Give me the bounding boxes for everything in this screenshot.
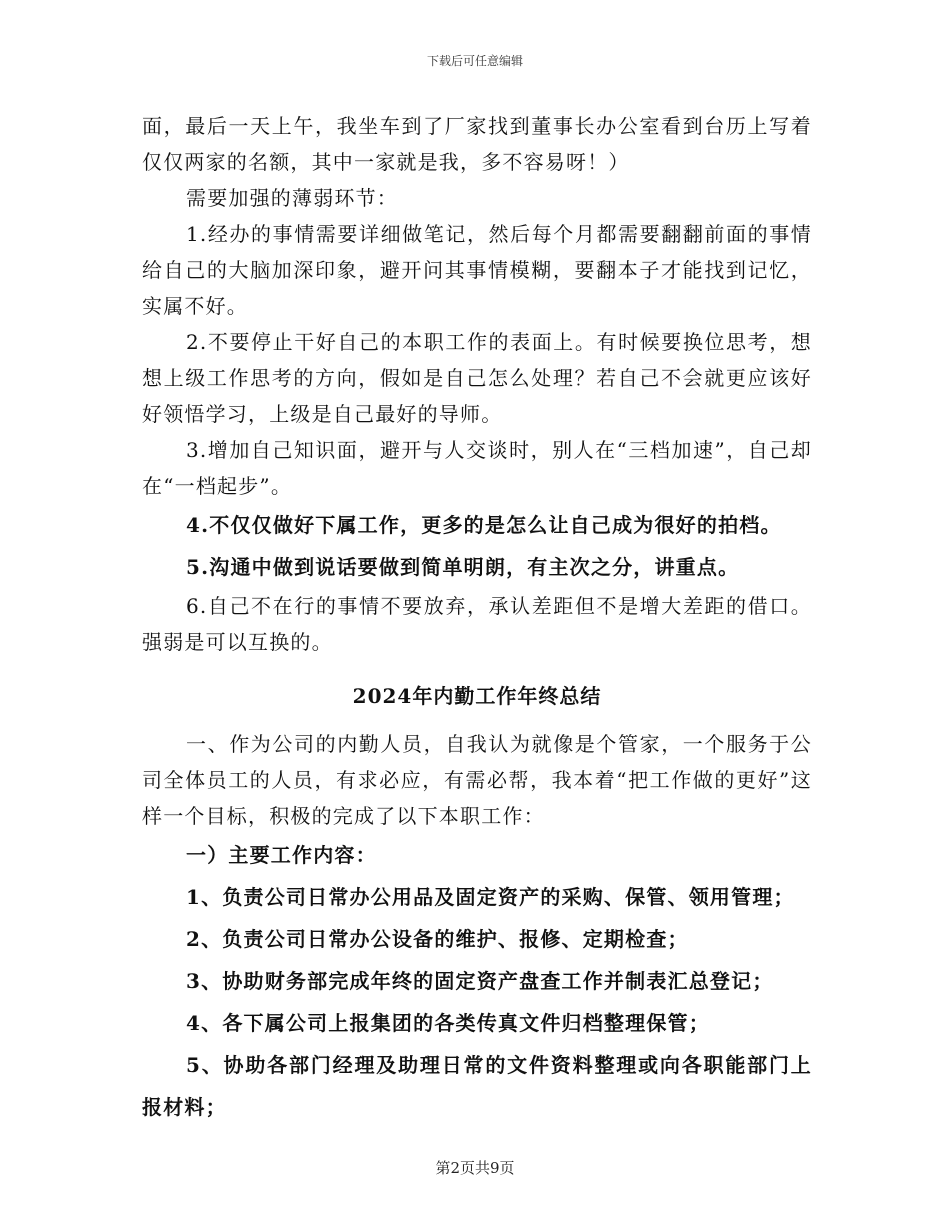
paragraph-item-3: 3.增加自己知识面，避开与人交谈时，别人在“三档加速”，自己却在“一档起步”。 [142, 438, 812, 498]
paragraph-work-1: 1、负责公司日常办公用品及固定资产的采购、保管、领用管理； [186, 885, 795, 909]
paragraph-item-4: 4.不仅仅做好下属工作，更多的是怎么让自己成为很好的拍档。 [186, 513, 782, 537]
paragraph-work-5: 5、协助各部门经理及助理日常的文件资料整理或向各职能部门上报材料； [142, 1053, 812, 1119]
paragraph-item-6: 6.自己不在行的事情不要放弃，承认差距但不是增大差距的借口。强弱是可以互换的。 [142, 594, 812, 654]
page-footer: 第2页共9页 [435, 1159, 515, 1177]
paragraph-work-2: 2、负责公司日常办公设备的维护、报修、定期检查； [186, 927, 689, 951]
document-body [142, 108, 812, 1128]
paragraph-item-2: 2.不要停止干好自己的本职工作的表面上。有时候要换位思考，想想上级工作思考的方向，假如是自己怎么处理？若自己不会就更应该好好领悟学习，上级是自己最好的导师。 [142, 330, 812, 426]
paragraph-main-work-heading: 一）主要工作内容： [186, 843, 377, 867]
paragraph-item-5: 5.沟通中做到说话要做到简单明朗，有主次之分，讲重点。 [186, 555, 740, 579]
paragraph-weak-points-heading: 需要加强的薄弱环节： [186, 186, 398, 210]
paragraph-continuation: 面，最后一天上午，我坐车到了厂家找到董事长办公室看到台历上写着仅仅两家的名额，其中一家就是我，多不容易呀！） [142, 114, 812, 174]
bottom-section [142, 726, 812, 1128]
section-title: 2024年内勤工作年终总结 [352, 684, 602, 708]
paragraph-work-4: 4、各下属公司上报集团的各类传真文件归档整理保管； [186, 1011, 710, 1035]
paragraph-intro: 一、作为公司的内勤人员，自我认为就像是个管家，一个服务于公司全体员工的人员，有求必应，有需必帮，我本着“把工作做的更好”这样一个目标，积极的完成了以下本职工作： [142, 732, 812, 828]
top-section [142, 108, 812, 660]
page-header: 下载后可任意编辑 [426, 54, 523, 68]
paragraph-work-3: 3、协助财务部完成年终的固定资产盘查工作并制表汇总登记； [186, 969, 774, 993]
paragraph-item-1: 1.经办的事情需要详细做笔记，然后每个月都需要翻翻前面的事情给自己的大脑加深印象，避开问其事情模糊，要翻本子才能找到记忆，实属不好。 [142, 222, 812, 318]
